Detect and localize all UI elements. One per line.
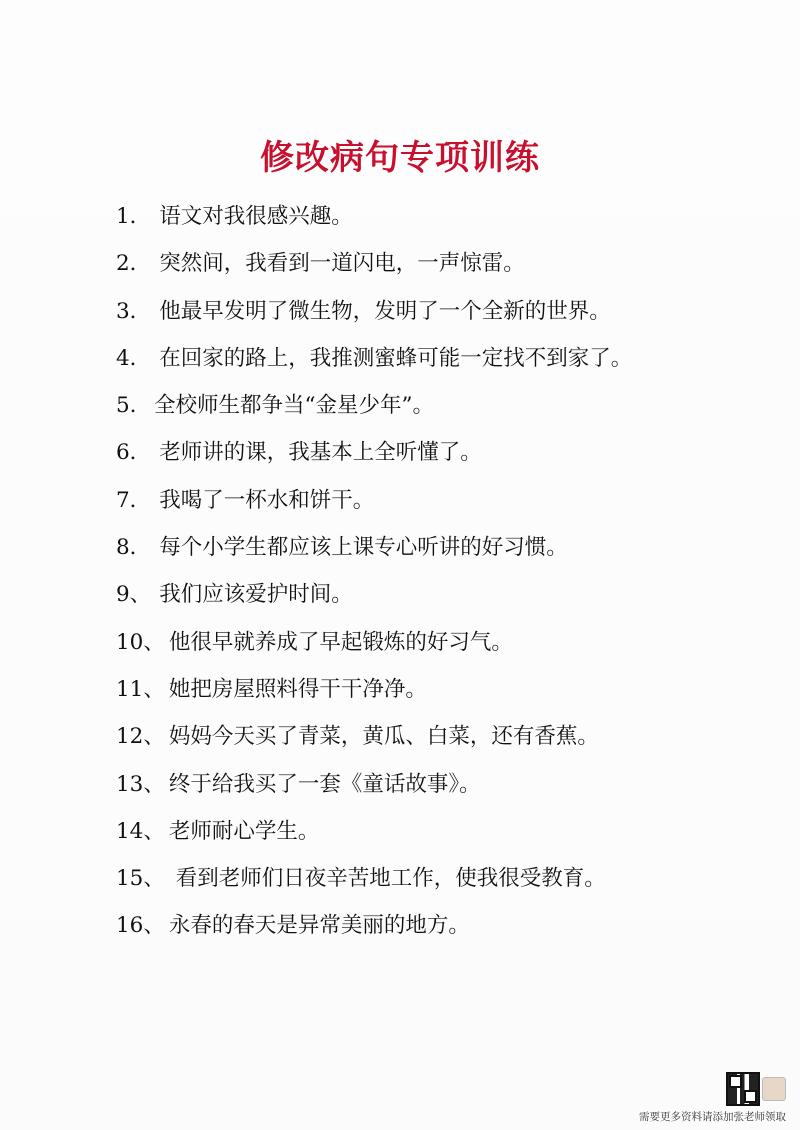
item-text: 我们应该爱护时间。 xyxy=(159,582,353,608)
item-number: 7． xyxy=(116,487,152,513)
list-item xyxy=(116,339,776,386)
list-item xyxy=(116,765,776,812)
item-text: 他最早发明了微生物，发明了一个全新的世界。 xyxy=(159,298,611,324)
item-number: 6． xyxy=(116,440,152,466)
item-number: 12、 xyxy=(116,724,165,750)
item-number: 15、 xyxy=(116,866,165,892)
list-item xyxy=(116,717,776,764)
qr-code-icon[interactable] xyxy=(726,1072,760,1106)
item-number: 9、 xyxy=(116,582,152,608)
item-number: 3． xyxy=(116,298,152,324)
footer-icons xyxy=(726,1072,786,1106)
item-number: 8． xyxy=(116,535,152,561)
item-number: 11、 xyxy=(116,676,165,702)
footer xyxy=(639,1072,786,1124)
item-text: 老师耐心学生。 xyxy=(168,818,320,844)
item-text: 看到老师们日夜辛苦地工作，使我很受教育。 xyxy=(168,866,606,892)
item-text: 她把房屋照料得干干净净。 xyxy=(168,676,427,702)
list-item xyxy=(116,292,776,339)
item-number: 1． xyxy=(116,204,152,229)
list-item xyxy=(116,575,776,622)
list-item xyxy=(116,670,776,717)
item-text: 老师讲的课，我基本上全听懂了。 xyxy=(159,440,482,466)
list-item xyxy=(116,812,776,859)
item-text: 终于给我买了一套《童话故事》。 xyxy=(168,771,481,797)
item-number: 13、 xyxy=(116,771,165,797)
item-text: 语文对我很感兴趣。 xyxy=(159,204,353,229)
item-number: 5. xyxy=(116,393,137,419)
item-text: 我喝了一杯水和饼干。 xyxy=(159,487,375,513)
item-text: 妈妈今天买了青菜，黄瓜、白菜，还有香蕉。 xyxy=(168,724,599,750)
item-number: 4． xyxy=(116,345,152,371)
list-item xyxy=(116,528,776,575)
list-item xyxy=(116,197,776,244)
list-item xyxy=(116,481,776,528)
list-item xyxy=(116,244,776,291)
list-item xyxy=(116,623,776,670)
list-item xyxy=(116,906,776,953)
item-text: 在回家的路上，我推测蜜蜂可能一定找不到家了。 xyxy=(159,345,633,371)
item-text: 突然间，我看到一道闪电，一声惊雷。 xyxy=(159,251,525,277)
page-title: 修改病句专项训练 xyxy=(260,138,540,178)
list-item xyxy=(116,386,776,433)
avatar-icon xyxy=(762,1077,786,1101)
footer-text: 需要更多资料请添加张老师领取 xyxy=(639,1111,786,1123)
item-number: 14、 xyxy=(116,818,165,844)
list-item xyxy=(116,433,776,480)
list-item xyxy=(116,859,776,906)
item-text: 每个小学生都应该上课专心听讲的好习惯。 xyxy=(159,535,568,561)
exercise-list xyxy=(116,197,776,954)
item-text: 永春的春天是异常美丽的地方。 xyxy=(168,913,470,939)
item-text: 他很早就养成了早起锻炼的好习气。 xyxy=(168,629,513,655)
item-number: 16、 xyxy=(116,913,165,939)
item-number: 2． xyxy=(116,251,152,277)
item-number: 10、 xyxy=(116,629,165,655)
item-text: 全校师生都争当“金星少年”。 xyxy=(154,393,434,419)
